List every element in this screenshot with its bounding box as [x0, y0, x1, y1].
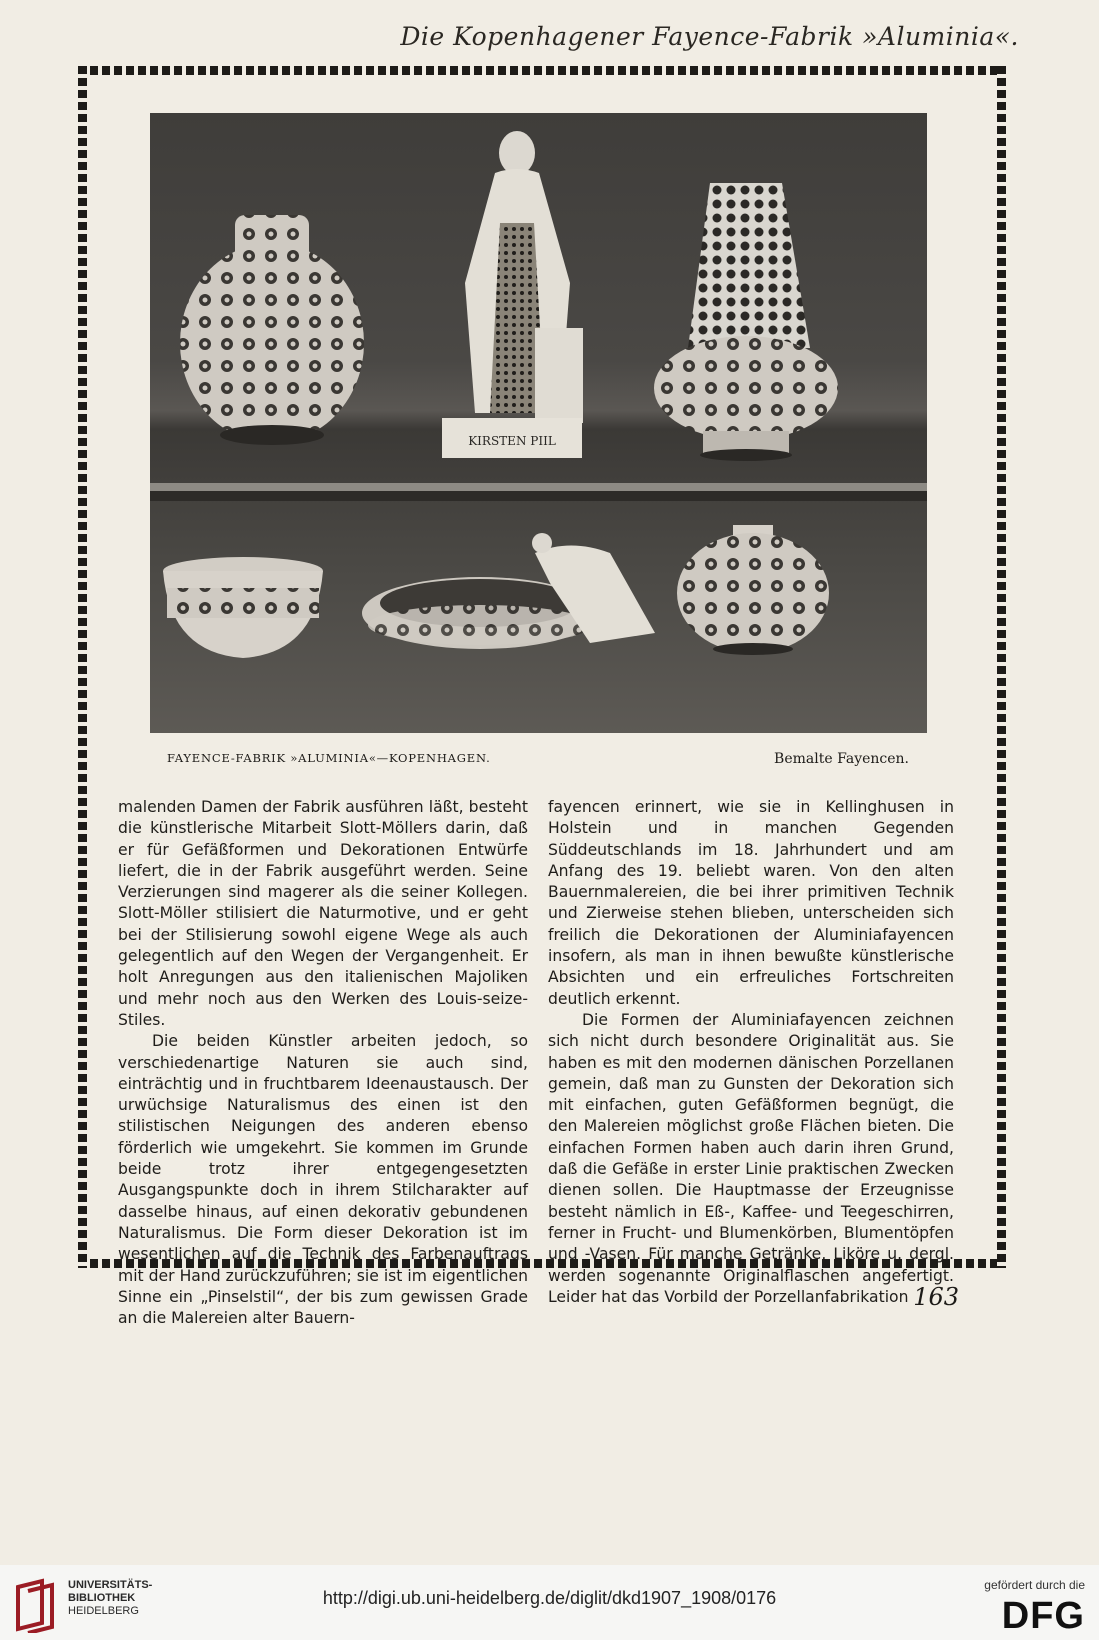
figure-caption-right: Bemalte Fayencen. [774, 751, 909, 767]
shelf-edge [150, 483, 927, 491]
tall-vase-right [654, 183, 838, 461]
library-name-line: UNIVERSITÄTS- [68, 1579, 153, 1591]
frame-border-top [78, 66, 1006, 75]
frame-border-right [997, 66, 1006, 1268]
page-number: 163 [913, 1283, 959, 1311]
dfg-logo[interactable]: DFG [1001, 1595, 1085, 1637]
running-title: Die Kopenhagener Fayence-Fabrik »Aluminia«. [400, 22, 1019, 51]
bowl-lower-left [163, 557, 323, 658]
shelf-shadow [150, 491, 927, 501]
faience-photo-illustration [150, 113, 927, 733]
viewer-footer [0, 1565, 1099, 1640]
text-column-left [118, 797, 528, 1329]
text-column-right [548, 797, 954, 1308]
faience-photograph [150, 113, 927, 733]
figure-caption-left: FAYENCE-FABRIK »ALUMINIA«—KOPENHAGEN. [167, 751, 491, 765]
shallow-dish-with-figure [362, 533, 655, 649]
paragraph: Die Formen der Aluminiafayencen zeichnen sich nicht durch besondere Originalität aus. Sie haben es mit den modernen dänischen Porzellanen gemein, daß man zu Gunsten der Dekoration sich mit einfachen, guten Gefäßformen begnügt, die den Malereien möglichst große Flächen bieten. Die einfachen Formen haben auch darin ihren Grund, daß die Gefäße in erster Linie praktischen Zwecken dienen sollen. Die Hauptmasse der Erzeugnisse besteht nämlich in Eß-, Kaffee- und Teegeschirren, ferner in Frucht- und Blumenkörben, Blumentöpfen und -Vasen. Für manche Getränke, Liköre u. dergl. werden sogenannte Originalflaschen angefertigt. Leider hat das Vorbild der Porzellanfabrikation [548, 1010, 954, 1306]
pedestal-inscription: KIRSTEN PIIL [468, 434, 556, 448]
paragraph: fayencen erinnert, wie sie in Kellinghusen in Holstein und in manchen Gegenden Süddeutschlands im 18. Jahrhundert und am Anfang des 19. beliebt waren. Von den alten Bauernmalereien, die bei ihrer primitiven Technik und Zierweise stehen blieben, unterscheiden sich freilich die Dekorationen der Aluminiafayencen insofern, als man in ihnen bewußte künstlerische Absichten und ein erfreuliches Fortschreiten deutlich erkennt. [548, 798, 954, 1008]
frame-border-left [78, 66, 87, 1268]
paragraph: Die beiden Künstler arbeiten jedoch, so verschiedenartige Naturen sie auch sind, einträchtig und in fruchtbarem Ideenaustausch. Der urwüchsige Naturalismus des einen ist den stilistischen Neigungen des anderen ebenso förderlich wie umgekehrt. Sie kommen im Grunde beide trotz ihrer entgegengesetzten Ausgangspunkte doch in ihrem Stilcharakter auf dasselbe hinaus, auf einen dekorativ gebundenen Naturalismus. Die Form dieser Dekoration ist im wesentlichen auf die Technik des Farbenauftrags mit der Hand zurückzuführen; sie ist im eigentlichen Sinne ein „Pinselstil“, der bis zum gewissen Grade an die Malereien alter Bauern- [118, 1032, 528, 1328]
permalink-url[interactable]: http://digi.ub.uni-heidelberg.de/diglit/dkd1907_1908/0176 [322, 1588, 777, 1608]
funding-label: gefördert durch die [984, 1578, 1085, 1592]
paragraph: malenden Damen der Fabrik ausführen läßt, besteht die künstlerische Mitarbeit Slott-Möllers darin, daß er für Gefäßformen und Dekorationen Entwürfe liefert, die in der Fabrik ausgeführt werden. Seine Verzierungen sind magerer als die seiner Kollegen. Slott-Möller stilisiert die Naturmotive, und er geht bei der Stilisierung sowohl eigene Wege als auch gelegentlich auf den Wegen der Vergangenheit. Er holt Anregungen aus den italienischen Majoliken und mehr noch aus den Werken des Louis-seize-Stiles. [118, 798, 528, 1029]
library-name-line: HEIDELBERG [68, 1605, 139, 1617]
library-name-line: BIBLIOTHEK [68, 1592, 136, 1604]
squat-vase-right [677, 525, 829, 655]
female-figurine [442, 131, 583, 458]
round-vase-left [180, 215, 364, 445]
